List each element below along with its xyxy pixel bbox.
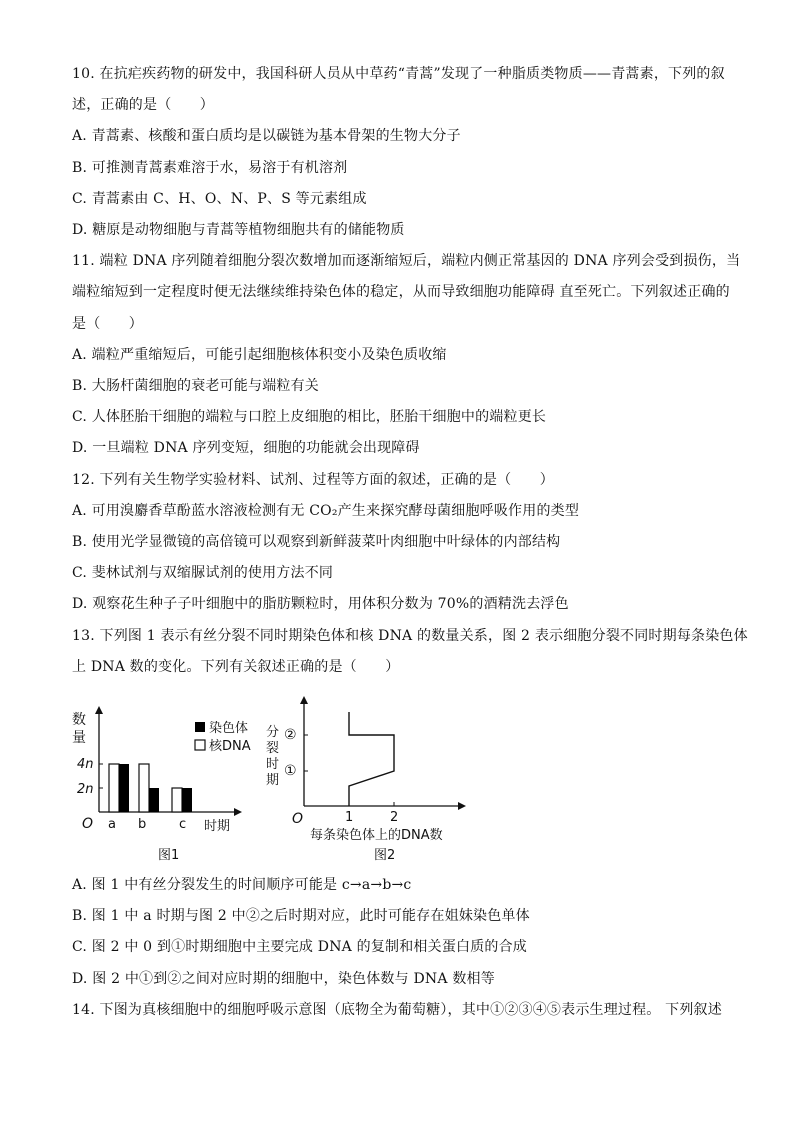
fig1-caption: 图1: [158, 848, 180, 863]
fig2-y-arrow: [300, 696, 308, 704]
fig1-cat-a: a: [108, 817, 116, 832]
question-line: D. 观察花生种子子叶细胞中的脂肪颗粒时，用体积分数为 70%的酒精洗去浮色: [72, 596, 569, 613]
bar-chromosome-a: [119, 764, 129, 812]
legend-dna-label: 核DNA: [209, 739, 251, 754]
fig2-ylabel-0: 分: [266, 725, 280, 740]
fig1-cat-b: b: [138, 817, 147, 832]
question-line: A. 青蒿素、核酸和蛋白质均是以碳链为基本骨架的生物大分子: [72, 128, 461, 145]
question-line: 13. 下列图 1 表示有丝分裂不同时期染色体和核 DNA 的数量关系，图 2 表示细胞分裂不同时期每条染色体: [72, 627, 748, 644]
bar-chromosome-c: [182, 788, 192, 812]
fig1-y-arrow: [95, 706, 103, 714]
fig2-xlabel: 每条染色体上的DNA数: [310, 828, 443, 843]
fig1-tick-2n: 2n: [77, 782, 94, 797]
fig1-x-arrow: [234, 808, 242, 816]
question-line: 11. 端粒 DNA 序列随着细胞分裂次数增加而逐渐缩短后，端粒内侧正常基因的 DNA 序列会受到损伤，当: [72, 253, 741, 270]
question-line: 10. 在抗疟疾药物的研发中，我国科研人员从中草药“青蒿”发现了一种脂质类物质——青蒿素，下列的叙: [72, 66, 725, 82]
figure-2: [266, 696, 466, 863]
question-line: 端粒缩短到一定程度时便无法继续维持染色体的稳定，从而导致细胞功能障碍 直至死亡。下列叙述正确的: [72, 284, 730, 301]
question-line: C. 人体胚胎干细胞的端粒与口腔上皮细胞的相比，胚胎干细胞中的端粒更长: [72, 409, 547, 426]
bar-dna-b: [139, 764, 149, 812]
fig2-x-arrow: [458, 802, 466, 810]
fig2-mark-1: ①: [284, 763, 297, 779]
legend-chrom-label: 染色体: [209, 721, 249, 736]
fig1-ylabel-1: 数: [72, 712, 86, 728]
fig1-origin: O: [82, 816, 94, 832]
question-line: B. 大肠杆菌细胞的衰老可能与端粒有关: [72, 378, 319, 394]
option-line: D. 图 2 中①到②之间对应时期的细胞中，染色体数与 DNA 数相等: [72, 970, 495, 987]
option-line: C. 图 2 中 0 到①时期细胞中主要完成 DNA 的复制和相关蛋白质的合成: [72, 939, 528, 956]
fig1-cat-c: c: [179, 817, 187, 832]
fig2-caption: 图2: [374, 848, 396, 863]
fig1-tick-4n: 4n: [77, 757, 94, 772]
question-line: B. 使用光学显微镜的高倍镜可以观察到新鲜菠菜叶肉细胞中叶绿体的内部结构: [72, 534, 561, 550]
fig2-xtick-1: 1: [345, 810, 354, 825]
question-line: D. 糖原是动物细胞与青蒿等植物细胞共有的储能物质: [72, 222, 405, 238]
fig2-ylabel-2: 时: [266, 757, 280, 772]
fig2-dna-curve: [349, 712, 394, 806]
figure-area: [64, 694, 484, 869]
legend-chrom-swatch: [195, 722, 205, 732]
bar-dna-c: [172, 788, 182, 812]
question-line: 是（ ）: [72, 315, 143, 332]
question-line: C. 青蒿素由 C、H、O、N、P、S 等元素组成: [72, 190, 367, 207]
fig1-ylabel-2: 量: [72, 730, 86, 746]
question-line: C. 斐林试剂与双缩脲试剂的使用方法不同: [72, 565, 334, 582]
bar-chromosome-b: [149, 788, 159, 812]
question-line: A. 可用溴麝香草酚蓝水溶液检测有无 CO₂产生来探究酵母菌细胞呼吸作用的类型: [72, 502, 580, 519]
fig2-ylabel-1: 裂: [266, 741, 280, 756]
legend-dna-swatch: [195, 740, 205, 750]
question-line: 上 DNA 数的变化。下列有关叙述正确的是（ ）: [72, 658, 400, 675]
bar-dna-a: [109, 764, 119, 812]
question-line: A. 端粒严重缩短后，可能引起细胞核体积变小及染色质收缩: [72, 346, 447, 363]
option-line: A. 图 1 中有丝分裂发生的时间顺序可能是 c→a→b→c: [72, 877, 412, 893]
fig2-ylabel-3: 期: [266, 773, 280, 788]
fig2-mark-2: ②: [284, 727, 297, 743]
fig2-xtick-2: 2: [390, 810, 399, 825]
question-line: B. 可推测青蒿素难溶于水，易溶于有机溶剂: [72, 159, 348, 176]
question-line: 述，正确的是（ ）: [72, 97, 214, 114]
option-line: 14. 下图为真核细胞中的细胞呼吸示意图（底物全为葡萄糖），其中①②③④⑤表示生理过程。 下列叙述: [72, 1001, 722, 1018]
question-line: 12. 下列有关生物学实验材料、试剂、过程等方面的叙述，正确的是（ ）: [72, 471, 554, 488]
fig1-xlabel: 时期: [204, 819, 231, 834]
fig2-origin: O: [292, 811, 304, 827]
question-line: D. 一旦端粒 DNA 序列变短，细胞的功能就会出现障碍: [72, 440, 420, 457]
figure-1: [72, 706, 251, 863]
fig1-bars: [109, 764, 192, 812]
option-line: B. 图 1 中 a 时期与图 2 中②之后时期对应，此时可能存在姐妹染色单体: [72, 908, 530, 925]
